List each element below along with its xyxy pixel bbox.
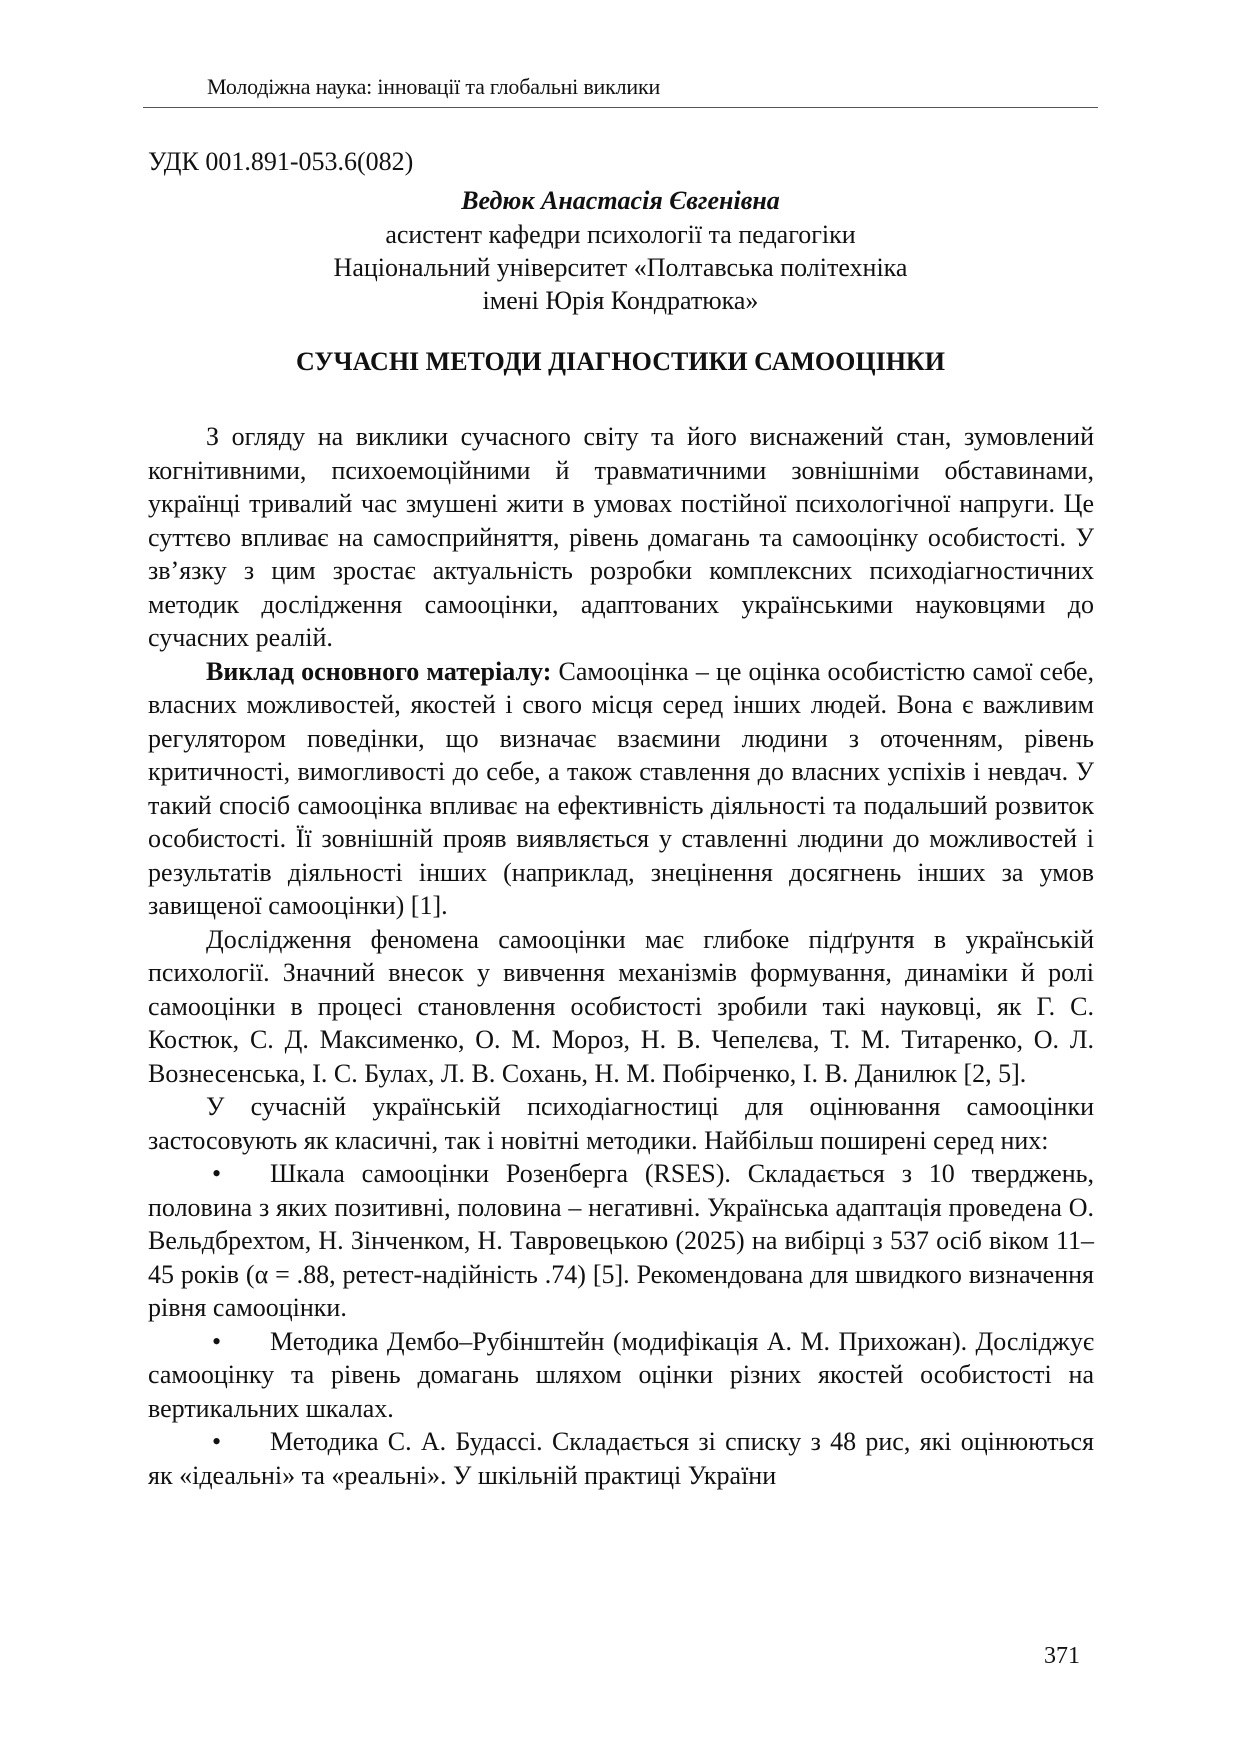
paragraph [148,1090,1094,1157]
header-divider [143,107,1098,108]
bullet-icon: • [212,1427,222,1456]
paragraph-text: Самооцінка – це оцінка особистістю самої себе, власних можливостей, якостей і свого місця серед інших людей. Вона є важливим регулятором поведінки, що визначає взаємини людини з оточенням, рівень критичності, вимогливості до себе, а також ставлення до власних успіхів і невдач. У такий спосіб самооцінка впливає на ефективність діяльності та подальший розвиток особистості. Її зовнішній прояв виявляється у ставленні людини до можливостей і результатів діяльності інших (наприклад, знецінення досягнень інших за умов завищеної самооцінки) [1]. [148,656,1094,920]
list-item [148,1157,1094,1325]
bullet-icon: • [212,1159,222,1188]
paragraph [148,923,1094,1091]
list-item-text: Шкала самооцінки Розенберга (RSES). Складається з 10 тверджень, половина з яких позитивні, половина – негативні. Українська адаптація проведена О. Вельдбрехтом, Н. Зінченком, Н. Тавровецькою (2025) на вибірці з 537 осіб віком 11–45 років (α = .88, ретест-надійність .74) [5]. Рекомендована для швидкого визначення рівня самооцінки. [148,1159,1094,1322]
paragraph [148,420,1094,655]
paragraph [148,655,1094,923]
section-lead: Виклад основного матеріалу: [206,656,552,686]
affiliation-line: Національний університет «Полтавська політехніка [333,253,908,282]
paragraph-text: Дослідження феномена самооцінки має глибоке підґрунтя в українській психології. Значний внесок у вивчення механізмів формування, динаміки й ролі самооцінки в процесі становлення особистості зробили такі науковці, як Г. С. Костюк, С. Д. Максименко, О. М. Мороз, Н. В. Чепелєва, Т. М. Титаренко, О. Л. Вознесенська, І. С. Булах, Л. В. Сохань, Н. М. Побірченко, І. В. Данилюк [2, 5]. [148,924,1094,1088]
running-header: Молодіжна наука: інновації та глобальні виклики [207,74,661,99]
author-name: Ведюк Анастасія Євгенівна [461,186,780,215]
paragraph-text: У сучасній українській психодіагностиці для оцінювання самооцінки застосовують як класичні, так і новітні методики. Найбільш поширені серед них: [148,1092,1094,1155]
bullet-icon: • [212,1326,222,1356]
udk-code: УДК 001.891-053.6(082) [148,147,414,176]
author-affiliation [143,218,1098,317]
affiliation-line: асистент кафедри психології та педагогіки [385,220,856,249]
affiliation-line: імені Юрія Кондратюка» [482,286,759,315]
list-item-text: Методика С. А. Будассі. Складається зі списку з 48 рис, які оцінюються як «ідеальні» та «реальні». У шкільній практиці України [148,1427,1094,1490]
list-item [148,1325,1094,1426]
list-item [148,1425,1094,1492]
page-number: 371 [1044,1643,1080,1669]
article-title: СУЧАСНІ МЕТОДИ ДІАГНОСТИКИ САМООЦІНКИ [295,347,945,376]
list-item-text: Методика Дембо–Рубінштейн (модифікація А. М. Прихожан). Досліджує самооцінку та рівень домагань шляхом оцінки різних якостей особистості на вертикальних шкалах. [148,1326,1094,1423]
paragraph-text: З огляду на виклики сучасного світу та його виснажений стан, зумовлений когнітивними, психоемоційними й травматичними зовнішніми обставинами, українці тривалий час змушені жити в умовах постійної психологічної напруги. Це суттєво впливає на самосприйняття, рівень домагань та самооцінку особистості. У зв’язку з цим зростає актуальність розробки комплексних психодіагностичних методик дослідження самооцінки, адаптованих українськими науковцями до сучасних реалій. [148,422,1094,652]
article-body [148,420,1094,1492]
